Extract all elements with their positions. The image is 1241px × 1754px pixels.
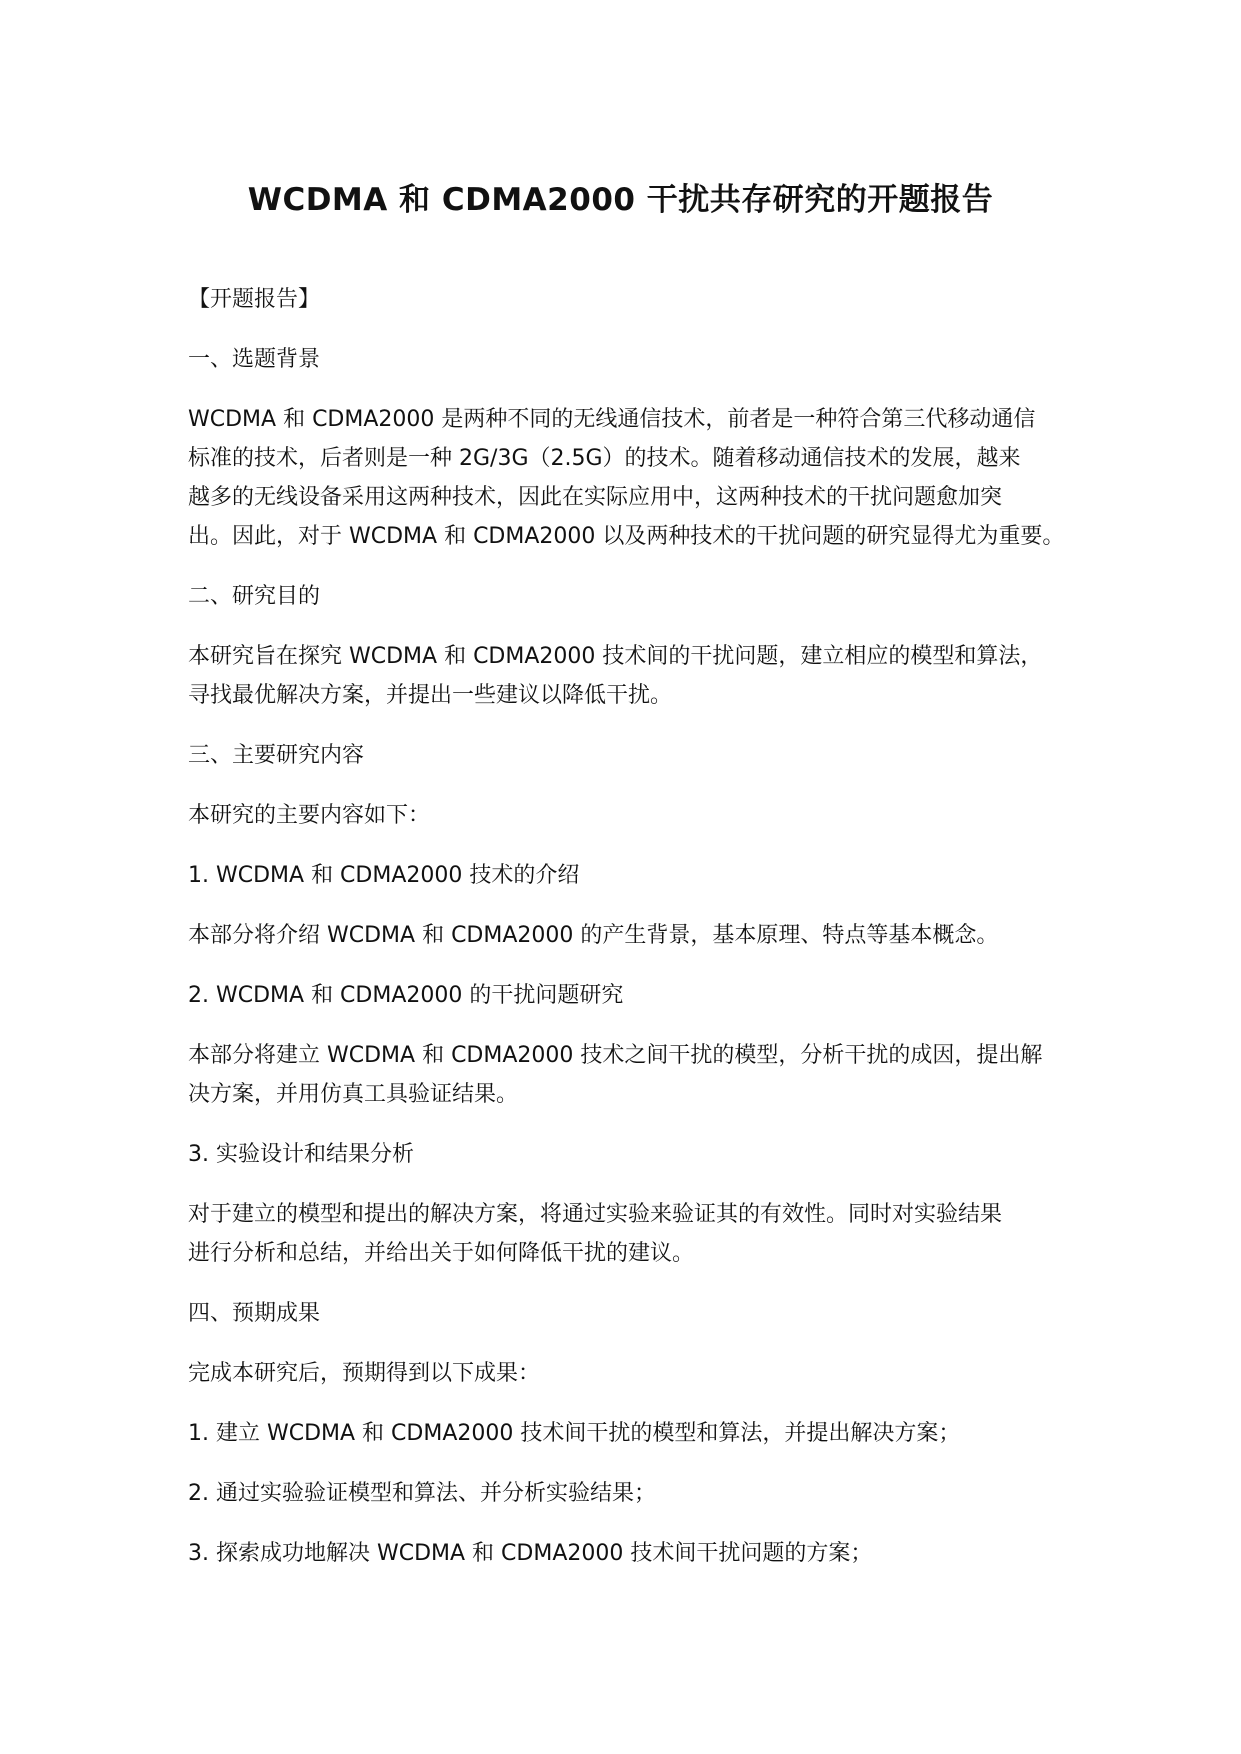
heading-report: 【开题报告】 xyxy=(188,287,321,312)
heading-purpose: 二、研究目的 xyxy=(188,584,321,609)
heading-background: 一、选题背景 xyxy=(188,347,321,372)
paragraph-item-1: 本部分将介绍 WCDMA 和 CDMA2000 的产生背景，基本原理、特点等基本概念。 xyxy=(188,923,999,948)
document-title: WCDMA 和 CDMA2000 干扰共存研究的开题报告 xyxy=(247,182,994,218)
paragraph-background: WCDMA 和 CDMA2000 是两种不同的无线通信技术，前者是一种符合第三代移动通信 标准的技术，后者则是一种 2G/3G（2.5G）的技术。随着移动通信技术的发展，越来 越多的无线设备采用这两种技术，因此在实际应用中，这两种技术的干扰问题愈加突 出。因此，对于 WCDMA 和 CDMA2000 以及两种技术的干扰问题的研究显得尤为重要。 xyxy=(188,407,1065,549)
result-item-1: 1. 建立 WCDMA 和 CDMA2000 技术间干扰的模型和算法，并提出解决方案； xyxy=(188,1421,961,1446)
result-item-3: 3. 探索成功地解决 WCDMA 和 CDMA2000 技术间干扰问题的方案； xyxy=(188,1541,873,1566)
paragraph-main-content-intro: 本研究的主要内容如下： xyxy=(188,803,431,828)
list-item-1: 1. WCDMA 和 CDMA2000 技术的介绍 xyxy=(188,863,580,888)
heading-expected-results: 四、预期成果 xyxy=(188,1301,321,1326)
list-item-2: 2. WCDMA 和 CDMA2000 的干扰问题研究 xyxy=(188,983,624,1008)
document-body xyxy=(188,280,1068,1594)
result-item-2: 2. 通过实验验证模型和算法、并分析实验结果； xyxy=(188,1481,656,1506)
paragraph-purpose: 本研究旨在探究 WCDMA 和 CDMA2000 技术间的干扰问题，建立相应的模型和算法， 寻找最优解决方案，并提出一些建议以降低干扰。 xyxy=(188,644,1043,708)
list-item-3: 3. 实验设计和结果分析 xyxy=(188,1142,414,1167)
paragraph-item-3: 对于建立的模型和提出的解决方案，将通过实验来验证其的有效性。同时对实验结果 进行分析和总结，并给出关于如何降低干扰的建议。 xyxy=(188,1202,1003,1266)
heading-main-content: 三、主要研究内容 xyxy=(188,743,365,768)
paragraph-item-2: 本部分将建立 WCDMA 和 CDMA2000 技术之间干扰的模型，分析干扰的成因，提出解 决方案，并用仿真工具验证结果。 xyxy=(188,1043,1043,1107)
paragraph-expected-intro: 完成本研究后，预期得到以下成果： xyxy=(188,1361,541,1386)
